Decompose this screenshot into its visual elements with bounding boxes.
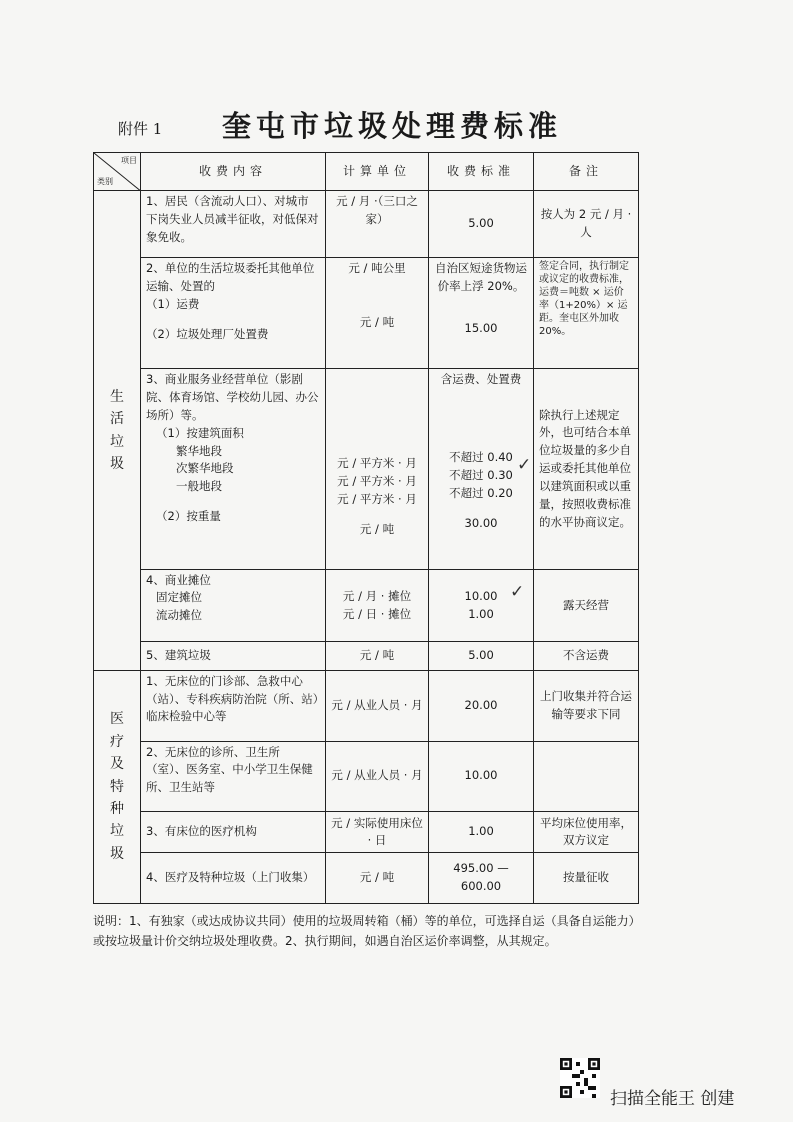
content-cell: 1、居民（含流动人口）、对城市下岗失业人员减半征收，对低保对象免收。 [141, 191, 326, 258]
remark-cell [534, 741, 639, 812]
unit-cell [326, 569, 429, 642]
unit-cell: 元 / 实际使用床位 · 日 [326, 812, 429, 853]
table-row [94, 642, 639, 670]
content-line: 2、单位的生活垃圾委托其他单位运输、处置的 [146, 261, 315, 293]
standard-line: 含运费、处置费 [440, 372, 522, 387]
content-cell [141, 369, 326, 569]
remark-cell: 不含运费 [534, 642, 639, 670]
column-header: 备注 [534, 153, 639, 191]
unit-cell: 元 / 从业人员 · 月 [326, 670, 429, 741]
document-title: 奎屯市垃圾处理费标准 [222, 109, 563, 143]
unit-line: 元 / 日 · 摊位 [342, 606, 412, 621]
standard-line: 不超过 0.40 [449, 450, 513, 465]
column-header: 计算单位 [326, 153, 429, 191]
content-line: 繁华地段 [176, 443, 222, 458]
content-cell: 4、医疗及特种垃圾（上门收集） [141, 853, 326, 904]
standard-cell: 10.00 [429, 741, 534, 812]
table-row [94, 741, 639, 812]
unit-line: 元 / 吨 [359, 521, 395, 536]
standard-cell: 20.00 [429, 670, 534, 741]
remark-cell: 平均床位使用率，双方议定 [534, 812, 639, 853]
qr-code-icon [560, 1058, 600, 1098]
remark-cell: 签定合同，执行制定或议定的收费标准，运费＝吨数 × 运价率（1+20%）× 运距。奎屯区外加收 20%。 [534, 258, 639, 369]
scanner-watermark: 扫描全能王 创建 [610, 1089, 735, 1109]
unit-line: 元 / 吨 [359, 314, 395, 329]
unit-line: 元 / 平方米 · 月 [337, 492, 417, 507]
table-header-row [94, 153, 639, 191]
content-line: （1）按建筑面积 [156, 425, 244, 440]
table-row [94, 191, 639, 258]
content-line: （2）垃圾处理厂处置费 [146, 326, 269, 341]
table-row [94, 569, 639, 642]
content-line: 次繁华地段 [176, 461, 234, 476]
content-cell: 1、无床位的门诊部、急救中心（站）、专科疾病防治院（所、站）临床检验中心等 [141, 670, 326, 741]
corner-cell [94, 153, 141, 191]
standard-line: 30.00 [464, 515, 498, 530]
standard-line: 不超过 0.20 [449, 485, 513, 500]
remark-cell: 按人为 2 元 / 月 · 人 [534, 191, 639, 258]
table-row [94, 258, 639, 369]
handwritten-check-mark: ✓ [517, 455, 532, 475]
content-line: 流动摊位 [156, 608, 202, 623]
attachment-label: 附件 1 [118, 120, 163, 138]
standard-line: 1.00 [468, 606, 494, 621]
table-row [94, 812, 639, 853]
standard-cell [429, 258, 534, 369]
content-line: （2）按重量 [156, 509, 221, 524]
standard-line: 10.00 [464, 588, 498, 603]
unit-line: 元 / 平方米 · 月 [337, 456, 417, 471]
standard-cell: 495.00 — 600.00 [429, 853, 534, 904]
unit-cell [326, 258, 429, 369]
content-line: 固定摊位 [156, 590, 202, 605]
unit-cell: 元 / 吨 [326, 853, 429, 904]
standard-line: 不超过 0.30 [449, 468, 513, 483]
handwritten-check-mark: ✓ [510, 582, 525, 602]
content-line: 4、商业摊位 [146, 572, 211, 587]
unit-line: 元 / 平方米 · 月 [337, 474, 417, 489]
table-row [94, 369, 639, 569]
remark-cell: 按量征收 [534, 853, 639, 904]
standard-cell: 1.00 [429, 812, 534, 853]
content-cell: 3、有床位的医疗机构 [141, 812, 326, 853]
explanation-note: 说明：1、有独家（或达成协议共同）使用的垃圾周转箱（桶）等的单位，可选择自运（具备自运能力）或按垃圾量计价交纳垃圾处理收费。2、执行期间，如遇自治区运价率调整，从其规定。 [93, 914, 641, 948]
content-cell: 5、建筑垃圾 [141, 642, 326, 670]
content-cell: 2、无床位的诊所、卫生所（室）、医务室、中小学卫生保健所、卫生站等 [141, 741, 326, 812]
category-medical: 医疗及特种垃圾 [94, 670, 141, 903]
column-header: 收费标准 [429, 153, 534, 191]
unit-line: 元 / 月 · 摊位 [342, 588, 412, 603]
content-line: 一般地段 [176, 479, 222, 494]
content-cell [141, 569, 326, 642]
content-cell [141, 258, 326, 369]
remark-cell: 除执行上述规定外，也可结合本单位垃圾量的多少自运或委托其他单位以建筑面积或以重量，按照收费标准的水平协商议定。 [534, 369, 639, 569]
standard-line: 15.00 [464, 320, 498, 335]
unit-cell: 元 / 吨 [326, 642, 429, 670]
unit-line: 元 / 吨公里 [348, 261, 406, 276]
unit-cell [326, 369, 429, 569]
category-living: 生活垃圾 [94, 191, 141, 670]
corner-bottom-label: 类别 [97, 177, 113, 187]
remark-cell: 露天经营 [534, 569, 639, 642]
corner-top-label: 项目 [121, 156, 137, 165]
fee-table [93, 152, 639, 904]
table-row [94, 670, 639, 741]
standard-cell [429, 569, 534, 642]
column-header: 收费内容 [141, 153, 326, 191]
standard-cell: 5.00 [429, 191, 534, 258]
unit-cell: 元 / 从业人员 · 月 [326, 741, 429, 812]
standard-cell: 5.00 [429, 642, 534, 670]
unit-cell: 元 / 月 ·（三口之家） [326, 191, 429, 258]
table-row [94, 853, 639, 904]
remark-cell: 上门收集并符合运输等要求下同 [534, 670, 639, 741]
standard-line: 自治区短途货物运价率上浮 20%。 [435, 261, 527, 293]
content-line: （1）运费 [146, 296, 200, 311]
content-line: 3、商业服务业经营单位（影剧院、体育场馆、学校幼儿园、办公场所）等。 [146, 372, 319, 423]
